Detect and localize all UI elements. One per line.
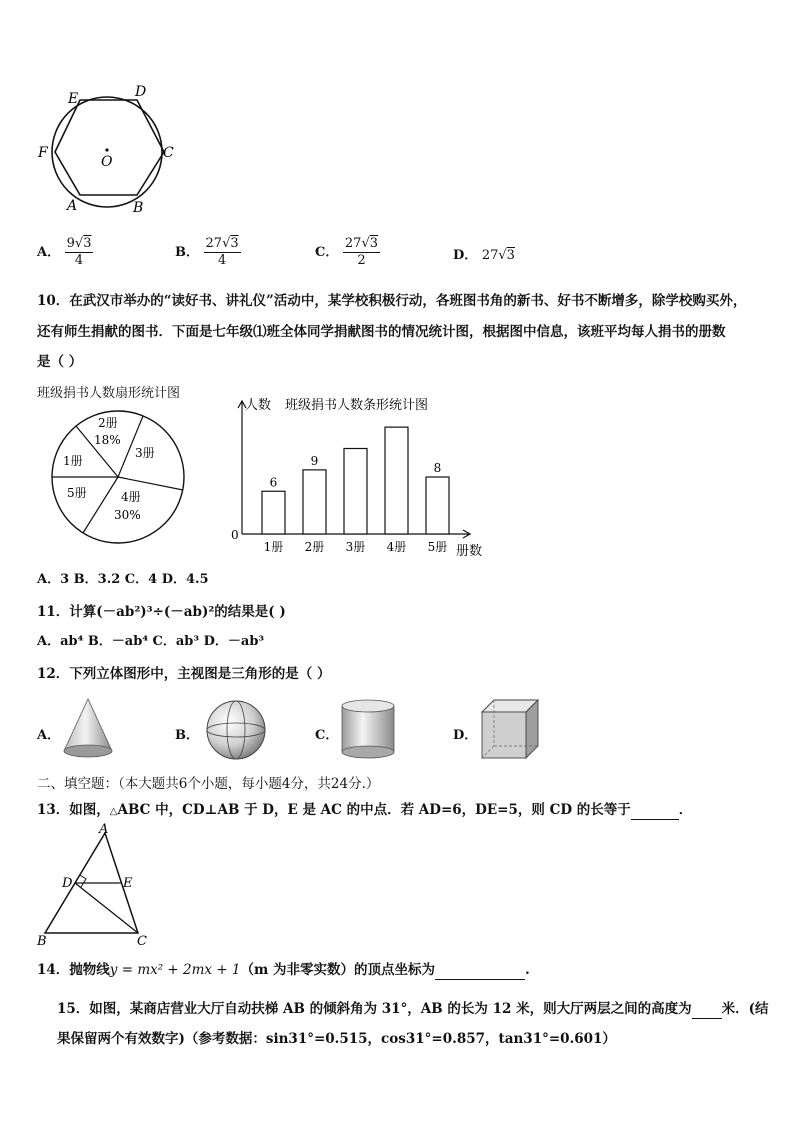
bar-value-label: 8: [433, 461, 442, 475]
answer-blank: [435, 961, 525, 980]
pie-slice-label: 4册: [121, 490, 141, 504]
radicand: 3: [230, 236, 239, 251]
answer-blank: [692, 1000, 722, 1019]
bar: [426, 477, 449, 534]
q12-option-d-letter: D．: [453, 728, 478, 743]
bar-value-label: 9: [310, 453, 319, 468]
pie-divider: [83, 477, 118, 533]
radicand: 3: [369, 236, 379, 251]
pie-slice-label: 3册: [135, 446, 155, 460]
q13-stem: [37, 801, 692, 821]
bar: [303, 470, 326, 534]
q12-option-b-letter: B．: [175, 728, 199, 743]
option-letter: B．: [175, 245, 199, 260]
q9-option-a: [37, 236, 93, 269]
pie-slice-label: 1册: [63, 454, 83, 468]
tri-label-c: C: [137, 934, 147, 948]
cylinder-icon: [338, 697, 398, 763]
denominator: 4: [217, 253, 227, 268]
hex-label-o: O: [101, 154, 113, 170]
bar-value-label: 6: [269, 475, 278, 490]
pie-slice-percent: 18%: [94, 433, 121, 447]
q12-option-c-letter: C．: [315, 728, 339, 743]
sqrt-icon: √: [361, 236, 370, 251]
answer-blank: [631, 801, 679, 820]
sqrt-icon: √: [74, 236, 84, 251]
option-letter: A．: [37, 245, 61, 260]
q10-line3: 是（ ）: [37, 354, 83, 370]
coef: 27: [481, 248, 499, 263]
bar-category-label: 2册: [304, 540, 325, 554]
q14-pre: 14．抛物线: [37, 962, 110, 978]
q9-option-d: [453, 244, 515, 263]
denominator: 4: [74, 253, 84, 268]
q15-line1-pre: 15．如图，某商店营业大厅自动扶梯 AB 的倾斜角为 31°，AB 的长为 12 米，则大厅两层之间的高度为: [57, 1001, 692, 1017]
bar: [262, 491, 285, 534]
q13-stem-mid: ABC 中，CD⊥AB 于 D，E 是 AC 的中点．若 AD=6，DE=5，则 CD 的长等于: [117, 802, 631, 818]
q10-options: A．3 B．3.2 C．4 D．4.5: [37, 572, 209, 587]
q15-line2: 果保留两个有效数字)（参考数据：sin31°=0.515，cos31°=0.857，tan31°=0.601）: [57, 1031, 616, 1047]
bar-category-label: 4册: [386, 540, 407, 554]
q13-triangle-figure: [30, 823, 160, 948]
bar-chart-title: 班级捐书人数条形统计图: [285, 398, 429, 413]
bar-category-label: 1册: [263, 540, 284, 554]
q9-option-c: [315, 236, 380, 269]
q15-line1-post: 米．(结: [721, 1001, 769, 1017]
bar-category-label: 5册: [427, 540, 448, 554]
bar-category-label: 3册: [345, 540, 366, 554]
pie-divider: [118, 477, 183, 490]
q12-stem: 12．下列立体图形中，主视图是三角形的是（ ）: [37, 666, 331, 682]
section-2-heading: 二、填空题：（本大题共6个小题，每小题4分，共24分.）: [37, 776, 380, 792]
center-point: [105, 148, 108, 151]
triangle-symbol-icon: △: [109, 806, 118, 817]
hex-label-d: D: [135, 84, 147, 100]
tri-label-b: B: [37, 934, 47, 948]
q9-option-b: [175, 236, 241, 269]
hex-label-c: C: [163, 145, 174, 161]
hex-label-b: B: [133, 200, 144, 216]
pie-chart: [45, 410, 195, 550]
bar-chart: [228, 392, 498, 560]
radicand: 3: [83, 236, 92, 251]
radicand: 3: [506, 248, 515, 263]
q14-end: .: [525, 962, 530, 978]
fraction: [343, 236, 380, 269]
q13-stem-end: ．: [678, 802, 693, 818]
sqrt-icon: √: [222, 236, 231, 251]
tri-label-a: A: [99, 823, 109, 837]
right-angle-mark-icon: [80, 875, 86, 887]
bar-chart-ylabel: 人数: [245, 398, 272, 413]
numerator-coef: 9: [66, 236, 75, 251]
q10-line1: 10．在武汉市举办的“读好书、讲礼仪”活动中，某学校积极行动，各班图书角的新书、好书不断增多，除学校购买外，: [37, 293, 747, 309]
numerator-coef: 27: [344, 236, 362, 251]
pie-slice-label: 2册: [98, 416, 118, 430]
bars-group: [262, 427, 449, 554]
bar-chart-xlabel: 册数: [456, 544, 483, 559]
q14-paren: （m 为非零实数）的顶点坐标为: [240, 962, 436, 978]
denominator: 2: [357, 253, 366, 268]
hex-label-a: A: [67, 198, 78, 214]
q11-stem: 11．计算(－ab²)³÷(－ab)²的结果是( ): [37, 604, 286, 620]
sphere-icon: [204, 698, 268, 762]
tri-label-e: E: [123, 876, 133, 891]
pie-slice-percent: 30%: [114, 508, 141, 522]
fraction: [65, 236, 94, 269]
circumcircle: [52, 97, 162, 207]
pie-chart-title: 班级捐书人数扇形统计图: [37, 386, 181, 401]
option-letter: D．: [453, 248, 478, 263]
hex-label-f: F: [38, 145, 48, 161]
origin-label: 0: [231, 528, 239, 542]
q11-options: A．ab⁴ B．－ab⁴ C．ab³ D．－ab³: [37, 634, 265, 649]
cube-icon: [478, 696, 542, 762]
bar: [385, 427, 408, 534]
q13-stem-pre: 13．如图，: [37, 802, 110, 818]
tri-label-d: D: [62, 876, 73, 891]
q15-line1: [57, 1000, 768, 1019]
cone-icon: [60, 696, 116, 762]
q12-option-a-letter: A．: [37, 728, 61, 743]
q14-line: [37, 961, 530, 980]
q14-formula: y = mx² + 2mx + 1: [109, 962, 241, 978]
sqrt-icon: √: [498, 248, 507, 263]
hexagon-in-circle-figure: [30, 80, 190, 220]
numerator-coef: 27: [205, 236, 223, 251]
hex-label-e: E: [68, 91, 79, 107]
option-letter: C．: [315, 245, 339, 260]
pie-slice-label: 5册: [67, 486, 87, 500]
q10-line2: 还有师生捐献的图书．下面是七年级⑴班全体同学捐献图书的情况统计图，根据图中信息，该班平均每人捐书的册数: [37, 324, 726, 340]
fraction: [204, 236, 241, 269]
bar: [344, 449, 367, 535]
